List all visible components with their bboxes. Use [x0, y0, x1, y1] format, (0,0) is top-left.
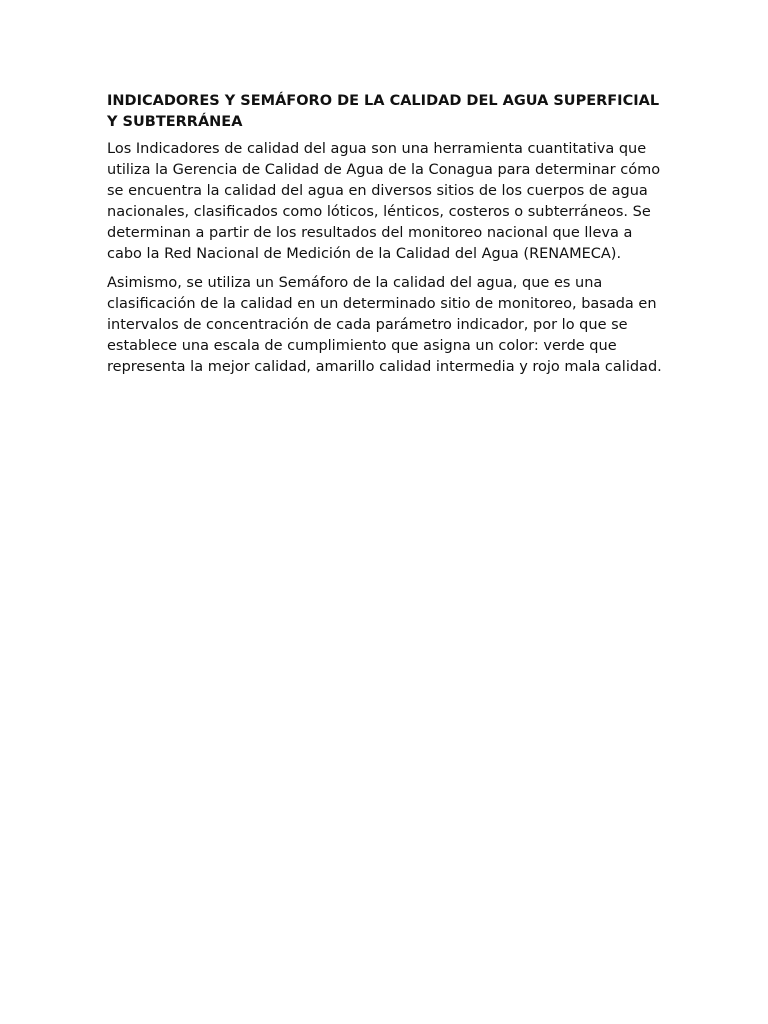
- document-title: INDICADORES Y SEMÁFORO DE LA CALIDAD DEL AGUA SUPERFICIAL Y SUBTERRÁNEA: [107, 93, 660, 130]
- paragraph-indicadores: Los Indicadores de calidad del agua son una herramienta cuantitativa que utiliza la Gerencia de Calidad de Agua de la Conagua para determinar cómo se encuentra la calidad del agua en diversos sitios de los cuerpos de agua nacionales, clasificados como lóticos, lénticos, costeros o subterráneos. Se determinan a partir de los resultados del monitoreo nacional que lleva a cabo la Red Nacional de Medición de la Calidad del Agua (RENAMECA).: [107, 141, 661, 262]
- paragraph-semaforo: Asimismo, se utiliza un Semáforo de la calidad del agua, que es una clasificación de la calidad en un determinado sitio de monitoreo, basada en intervalos de concentración de cada parámetro indicador, por lo que se establece una escala de cumplimiento que asigna un color: verde que representa la mejor calidad, amarillo calidad intermedia y rojo mala calidad.: [107, 275, 662, 375]
